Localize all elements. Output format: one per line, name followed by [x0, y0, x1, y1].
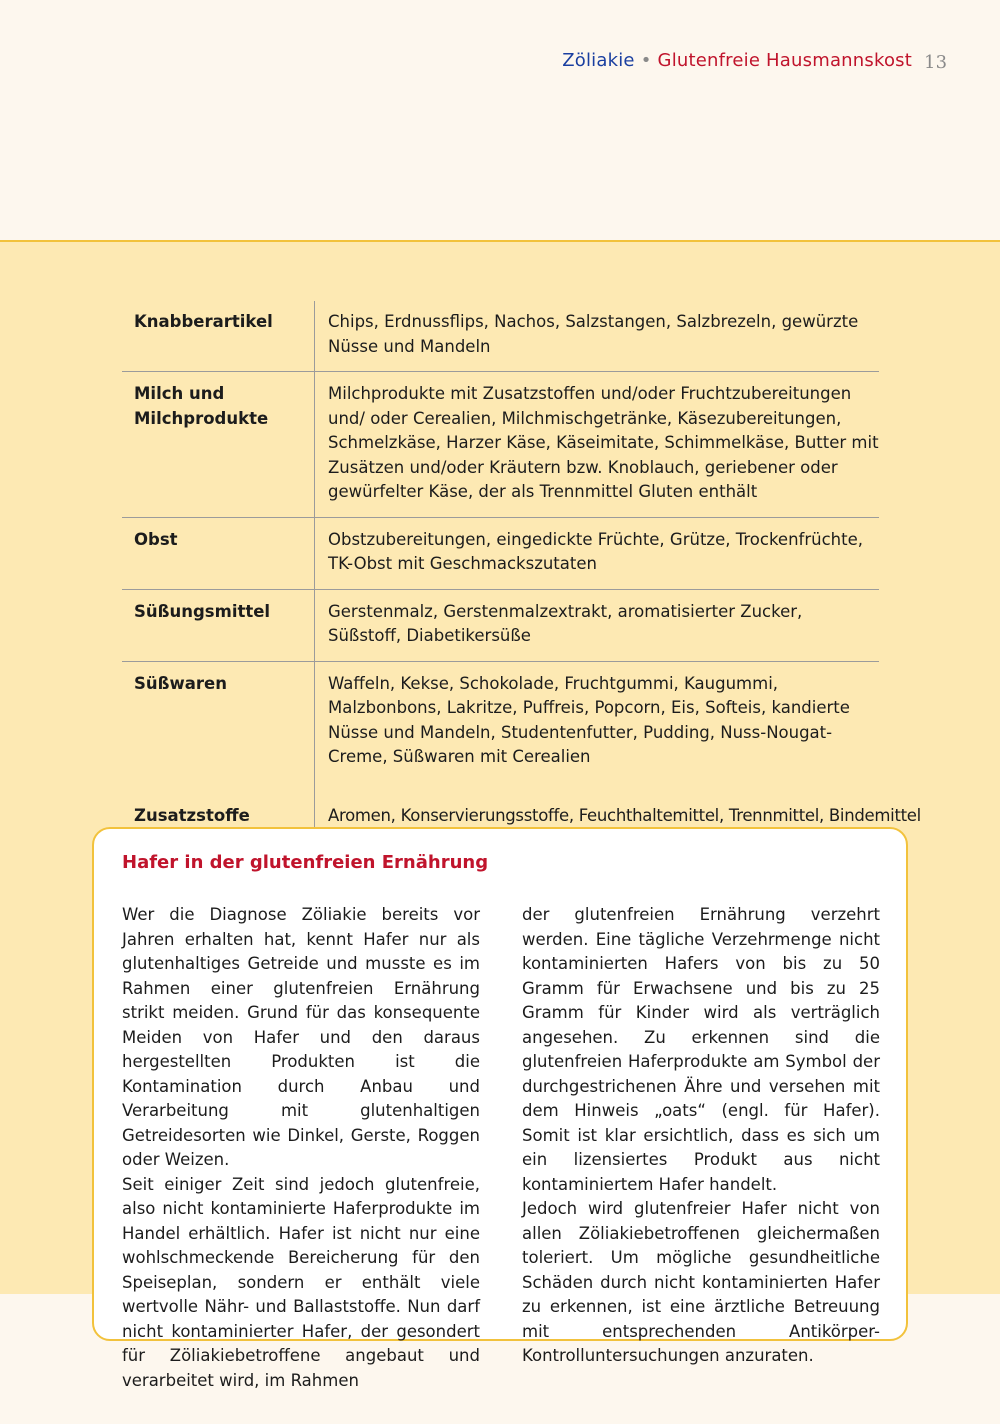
info-column-right: [522, 903, 880, 1369]
info-column-left: [122, 903, 480, 1393]
row-items: Obstzubereitungen, eingedickte Früchte, Grütze, Trockenfrüchte, TK-Obst mit Geschmackszutaten: [328, 529, 863, 573]
paragraph: Wer die Diagnose Zöliakie bereits vor Jahren erhalten hat, kennt Hafer nur als glutenhaltiges Getreide und musste es im Rahmen einer glutenfreien Ernährung strikt meiden. Grund für das konsequente Meiden von Hafer und den daraus hergestellten Produkten ist die Kontamination durch Anbau und Verarbeitung mit glutenhaltigen Getreidesorten wie Dinkel, Gerste, Roggen oder Weizen.: [122, 905, 480, 1169]
page-number: 13: [924, 52, 948, 73]
table-row: [122, 662, 879, 782]
paragraph: der glutenfreien Ernährung verzehrt werden. Eine tägliche Verzehrmenge nicht kontaminierten Hafers von bis zu 50 Gramm für Erwachsene und bis zu 25 Gramm für Kinder wird als verträglich angesehen. Zu erkennen sind die glutenfreien Haferprodukte am Symbol der durchgestrichenen Ähre und versehen mit dem Hinweis „oats“ (engl. für Hafer). Somit ist klar ersichtlich, dass es sich um ein lizensiertes Produkt aus nicht kontaminiertem Hafer handelt.: [522, 905, 880, 1194]
info-box: [92, 827, 908, 1390]
paragraph: Seit einiger Zeit sind jedoch glutenfreie, also nicht kontaminierte Haferprodukte im Handel erhältlich. Hafer ist nicht nur eine wohlschmeckende Bereicherung für den Speiseplan, sondern er enthält viele wertvolle Nähr- und Ballaststoffe. Nun darf nicht kontaminierter Hafer, der gesondert für Zöliakiebetroffene angebaut und verarbeitet wird, im Rahmen: [122, 1174, 480, 1390]
row-category: Süßwaren: [122, 662, 315, 782]
row-items: Waffeln, Kekse, Schokolade, Fruchtgummi, Kaugummi, Malzbonbons, Lakritze, Puffreis, Popcorn, Eis, Softeis, kandierte Nüsse und Mandeln, Studentenfutter, Pudding, Nuss-Nougat-Creme, Süßwaren mit Cerealien: [328, 673, 850, 766]
header-topic: Zöliakie: [562, 50, 635, 71]
table-row: [122, 372, 879, 518]
running-header: [562, 50, 948, 73]
row-items: Aromen, Konservierungsstoffe, Feuchthaltemittel, Trennmittel, Bindemittel: [328, 805, 921, 825]
row-items: Gerstenmalz, Gerstenmalzextrakt, aromatisierter Zucker, Süßstoff, Diabetikersüße: [328, 601, 803, 645]
row-category: Knabberartikel: [122, 301, 315, 371]
row-items: Chips, Erdnussflips, Nachos, Salzstangen, Salzbrezeln, gewürzte Nüsse und Mandeln: [328, 312, 859, 356]
table-row: [122, 301, 879, 372]
food-table: [122, 301, 921, 834]
table-row: [122, 518, 879, 590]
row-category: Süßungsmittel: [122, 590, 315, 661]
row-items: Milchprodukte mit Zusatzstoffen und/oder Fruchtzubereitungen und/ oder Cerealien, Milchmischgetränke, Käsezubereitungen, Schmelzkäse, Harzer Käse, Käseimitate, Schimmelkäse, Butter mit Zusätzen und/oder Kräutern bzw. Knoblauch, geriebener oder gewürfelter Käse, der als Trennmittel Gluten enthält: [328, 384, 879, 501]
header-subtitle: Glutenfreie Hausmannskost: [657, 50, 912, 71]
info-box-title: Hafer in der glutenfreien Ernährung: [122, 852, 489, 873]
row-category: Zusatzstoffe: [122, 782, 315, 835]
header-separator: •: [640, 50, 652, 71]
paragraph: Jedoch wird glutenfreier Hafer nicht von allen Zöliakiebetroffenen gleichermaßen toleriert. Um mögliche gesundheitliche Schäden durch nicht kontaminierten Hafer zu erkennen, ist eine ärztliche Betreuung mit entsprechenden Antikörper-Kontrolluntersuchungen anzuraten.: [522, 1199, 880, 1365]
table-row: [122, 590, 879, 662]
row-category: Milch und Milchprodukte: [122, 372, 315, 517]
row-category: Obst: [122, 518, 315, 589]
